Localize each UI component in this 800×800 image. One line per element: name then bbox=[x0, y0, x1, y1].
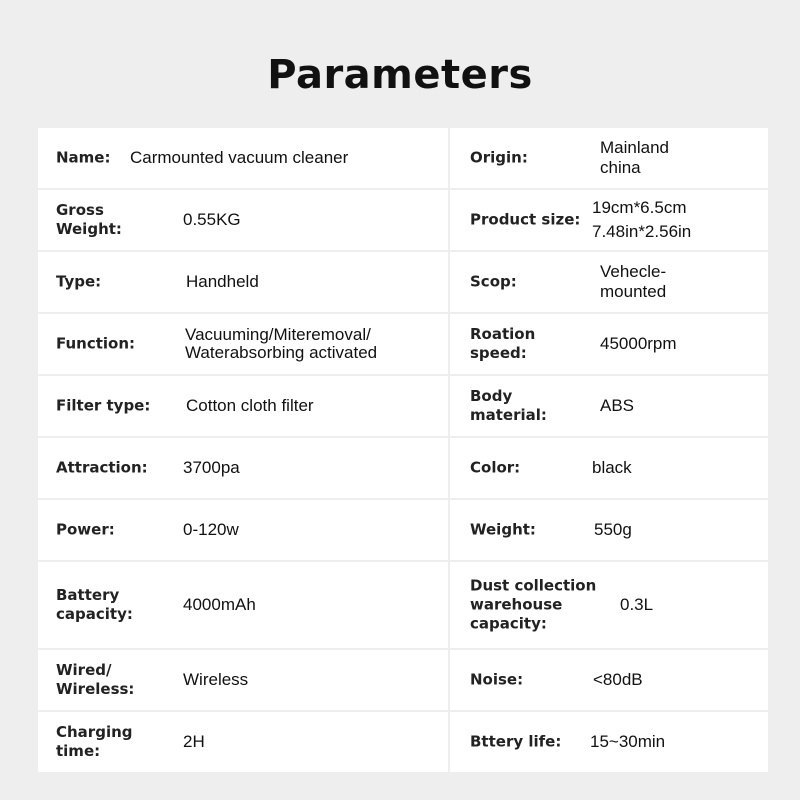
table-row bbox=[38, 438, 768, 498]
param-label: Filter type: bbox=[56, 396, 151, 415]
param-value: 2H bbox=[183, 732, 205, 751]
param-value: <80dB bbox=[593, 670, 643, 689]
param-value: 45000rpm bbox=[600, 334, 677, 353]
param-label: Attraction: bbox=[56, 458, 148, 477]
right-cell bbox=[450, 376, 768, 436]
page-title: Parameters bbox=[267, 52, 533, 98]
param-value: 4000mAh bbox=[183, 595, 256, 614]
param-label: Weight: bbox=[470, 520, 536, 539]
param-value: 15~30min bbox=[590, 732, 666, 751]
param-value: 0-120w bbox=[183, 520, 239, 539]
right-cell bbox=[450, 128, 768, 188]
param-label: Roation speed: bbox=[470, 325, 536, 362]
param-value: Mainland china bbox=[600, 138, 669, 177]
param-value: Vacuuming/Miteremoval/ Waterabsorbing activated bbox=[185, 325, 378, 362]
table-row bbox=[38, 190, 768, 250]
param-label: Dust collection warehouse capacity: bbox=[470, 576, 597, 633]
param-label: Body material: bbox=[470, 387, 547, 424]
left-cell bbox=[38, 438, 448, 498]
param-value: Wireless bbox=[183, 670, 249, 689]
param-value: black bbox=[592, 458, 632, 477]
left-cell bbox=[38, 314, 448, 374]
right-cell bbox=[450, 190, 768, 250]
param-label: Battery capacity: bbox=[56, 586, 133, 623]
table-row bbox=[38, 562, 768, 648]
table-row bbox=[38, 128, 768, 188]
table-row bbox=[38, 650, 768, 710]
param-value: 0.55KG bbox=[183, 210, 241, 229]
left-cell bbox=[38, 376, 448, 436]
right-cell bbox=[450, 314, 768, 374]
table-row bbox=[38, 376, 768, 436]
parameters-table bbox=[38, 128, 768, 772]
left-cell bbox=[38, 562, 448, 648]
param-value: ABS bbox=[600, 396, 635, 415]
param-value: 0.3L bbox=[620, 595, 654, 614]
param-label: Gross Weight: bbox=[56, 201, 122, 238]
param-label: Bttery life: bbox=[470, 732, 562, 751]
param-label: Name: bbox=[56, 148, 111, 167]
left-cell bbox=[38, 650, 448, 710]
right-cell bbox=[450, 712, 768, 772]
param-value: 550g bbox=[594, 520, 632, 539]
param-value: Carmounted vacuum cleaner bbox=[130, 148, 349, 167]
param-label: Origin: bbox=[470, 148, 528, 167]
left-cell bbox=[38, 500, 448, 560]
param-value: Cotton cloth filter bbox=[186, 396, 314, 415]
right-cell bbox=[450, 438, 768, 498]
right-cell bbox=[450, 562, 768, 648]
table-row bbox=[38, 314, 768, 374]
param-label: Scop: bbox=[470, 272, 517, 291]
param-value: 19cm*6.5cm 7.48in*2.56in bbox=[592, 198, 692, 241]
left-cell bbox=[38, 712, 448, 772]
param-label: Noise: bbox=[470, 670, 524, 689]
param-value: Vehecle- mounted bbox=[600, 262, 667, 301]
param-label: Wired/ Wireless: bbox=[56, 661, 135, 698]
left-cell bbox=[38, 252, 448, 312]
left-cell bbox=[38, 128, 448, 188]
param-label: Function: bbox=[56, 334, 136, 353]
left-cell bbox=[38, 190, 448, 250]
param-label: Charging time: bbox=[56, 723, 133, 760]
param-label: Color: bbox=[470, 458, 521, 477]
table-row bbox=[38, 252, 768, 312]
table-row bbox=[38, 500, 768, 560]
table-row bbox=[38, 712, 768, 772]
right-cell bbox=[450, 252, 768, 312]
right-cell bbox=[450, 650, 768, 710]
right-cell bbox=[450, 500, 768, 560]
param-value: 3700pa bbox=[183, 458, 240, 477]
param-label: Power: bbox=[56, 520, 115, 539]
param-label: Product size: bbox=[470, 210, 581, 229]
param-label: Type: bbox=[56, 272, 102, 291]
param-value: Handheld bbox=[186, 272, 259, 291]
